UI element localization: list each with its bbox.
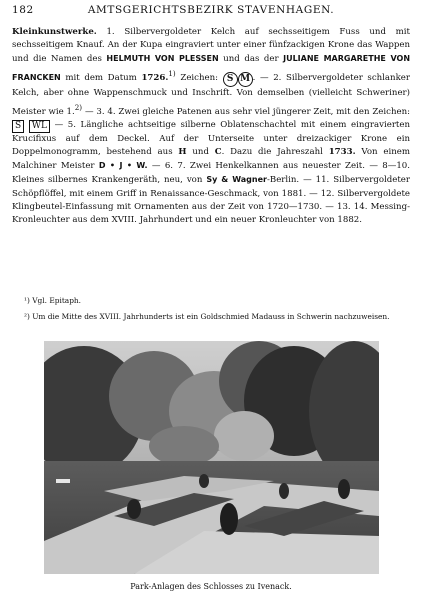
text-run: . Dazu die Jahreszahl xyxy=(221,146,329,157)
person-name: HELMUTH VON PLESSEN xyxy=(106,54,219,64)
hallmark-box-wl: WL xyxy=(29,120,50,133)
running-title: AMTSGERICHTSBEZIRK STAVENHAGEN. xyxy=(87,4,335,16)
text-run: — 3. 4. Zwei gleiche Patenen aus sehr viel jüngerer Zeit, mit den Zeichen: xyxy=(82,106,411,117)
monogram-letter: H xyxy=(178,146,187,157)
firm-name: Sy & Wagner xyxy=(206,175,267,185)
footnote-ref: 1) xyxy=(168,68,176,78)
footnote-1: ¹) Vgl. Epitaph. xyxy=(24,296,82,305)
monogram-letter: C xyxy=(214,146,222,157)
footnotes xyxy=(24,296,410,327)
text-run: -Berlin. — 11. Silbervergoldeter Schöpflöffel, mit einem Griff in Renaissance-Geschmack, von 1881. — 12. Silbervergoldete Klingbeutel-Einfassung mit Ornamenten aus der Zeit von 1720—1730. — 13. 14. Messing-Kronleuchter aus dem XVIII. Jahrhundert und ein neuer Kronleuchter von 1882. xyxy=(12,175,410,225)
hallmark-box-s: S xyxy=(12,120,24,133)
text-run: — 5. Längliche achtseitige silberne Oblatenschachtel mit einem eingravierten Krucifixus auf dem Deckel. Auf der Unterseite unter dreizackiger Krone ein Doppelmonogramm, bestehend aus xyxy=(12,119,410,157)
maker-mark: D • J • W. xyxy=(98,161,148,171)
park-photograph xyxy=(44,341,379,574)
hallmark-m: M xyxy=(238,72,253,87)
main-paragraph xyxy=(12,26,410,227)
section-heading: Kleinkunstwerke. xyxy=(12,27,97,37)
figure-caption: Park-Anlagen des Schlosses zu Ivenack. xyxy=(130,582,292,591)
text-run: Von einem Malchiner Meister xyxy=(12,146,410,172)
park-photograph-image xyxy=(44,341,379,574)
person-name: JULIANE MARGARETHE VON FRANCKEN xyxy=(12,54,411,82)
text-run: Zeichen: xyxy=(175,72,223,83)
hallmark-s: S xyxy=(223,72,238,87)
year: 1733. xyxy=(328,146,356,157)
page-number: 182 xyxy=(12,4,34,16)
text-run: und xyxy=(186,146,215,157)
footnote-2: ²) Um die Mitte des XVIII. Jahrhunderts ist ein Goldschmied Madauss in Schwerin nachzuweisen. xyxy=(24,311,390,321)
text-run: — 6. 7. Zwei Henkelkannen aus neuester Zeit. — 8—10. Kleines silbernes Krankengeräth, neu, von xyxy=(12,161,411,186)
footnote-ref: 2) xyxy=(74,102,83,112)
year: 1726. xyxy=(141,72,169,83)
running-header xyxy=(12,4,410,18)
text-run: mit dem Datum xyxy=(60,72,142,83)
text-run: . — 2. Silbervergoldeter schlanker Kelch, aber ohne Wappenschmuck und Inschrift. Von demselben (vielleicht Schweriner) Meister wie 1. xyxy=(12,72,410,117)
text-run: und das der xyxy=(218,54,284,65)
text-run: 1. Silbervergoldeter Kelch auf sechsseitigem Fuss und mit sechsseitigem Knauf. An der Kupa eingraviert unter einer fünfzackigen Krone das Wappen und die Namen des xyxy=(12,27,410,65)
